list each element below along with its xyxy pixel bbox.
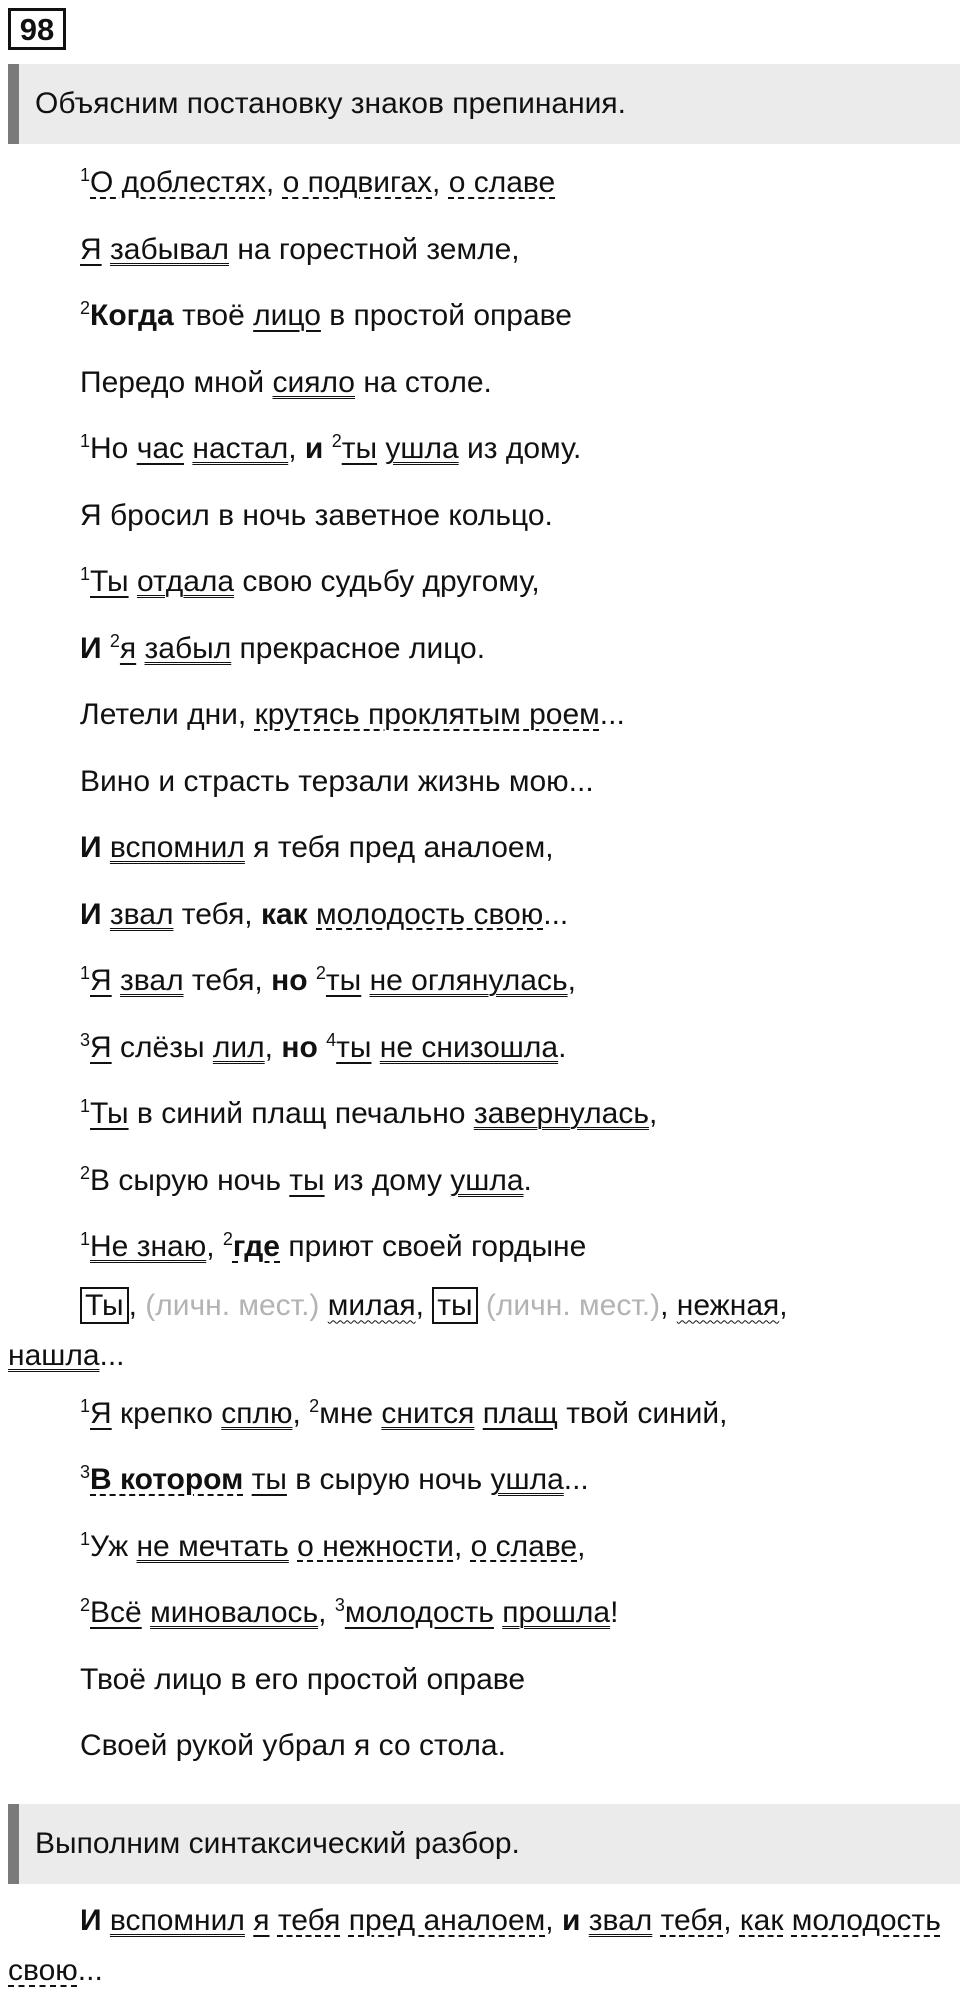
circumstance: о подвигах [282,166,433,199]
subject: Я [90,964,112,997]
subject: Всё [90,1596,142,1629]
text: крепко [111,1396,222,1430]
clause-number: 2 [80,1162,91,1183]
text [652,1904,660,1937]
text: ... [563,1463,589,1496]
text: ... [599,698,625,731]
text: , [264,1030,282,1064]
clause-number: 3 [80,1029,91,1050]
clause-number: 3 [334,1595,345,1615]
predicate: отдала [136,565,235,598]
poem-line-23 [80,1647,950,1714]
predicate: забывал [110,232,229,266]
text: , [206,1230,223,1263]
text [112,964,120,997]
predicate: не снизошла [379,1030,559,1064]
text: , [779,1288,788,1322]
predicate: завернулась [473,1097,649,1130]
address-word: ты [432,1287,477,1324]
clause-number: 2 [109,630,120,651]
text: Летели дни, [80,698,255,731]
conjunction: и [304,432,324,465]
clause-number: 1 [80,1229,91,1249]
clause-number: 2 [331,431,342,451]
clause-number: 1 [80,1395,91,1416]
subject: ты [289,1163,325,1197]
predicate: вспомнил [109,831,245,864]
text: ... [99,1338,125,1372]
text [783,1904,791,1937]
predicate: сияло [272,365,355,399]
text: , [577,1529,586,1563]
text: слёзы [111,1030,213,1064]
predicate: не мечтать [136,1529,289,1563]
text [340,1904,348,1937]
comparative-conjunction: как [739,1904,784,1937]
text [474,1397,482,1430]
text: Своей рукой убрал я со стола. [80,1729,506,1762]
poem-line-10 [80,749,950,816]
conjunction: И [80,897,102,931]
text: Твоё лицо в его простой оправе [80,1662,526,1696]
text [580,1904,588,1937]
predicate: звал [109,897,174,931]
poem-line-22 [80,1580,950,1647]
conjunctive-word: где [232,1230,280,1263]
clause-number: 1 [80,165,91,185]
clause-number: 2 [315,963,326,983]
subject: молодость [344,1596,494,1629]
object: тебя [660,1904,724,1937]
poem-line-13 [80,948,950,1015]
text: свою судьбу другому, [234,565,540,598]
text: , [292,1396,310,1430]
address-word: Ты [80,1287,129,1324]
poem-line-17 [80,1214,950,1281]
text [308,898,316,931]
text: , [128,1288,146,1322]
text: приют своей гордыне [280,1230,587,1263]
text [323,432,331,465]
text [289,1530,297,1563]
text: , [265,166,283,199]
circumstance: молодость [791,1904,941,1937]
predicate: ушла [490,1463,564,1496]
line-continuation [8,1331,950,1381]
text: прекрасное лицо. [231,631,486,665]
predicate: звал [588,1904,653,1937]
conjunction: как [260,897,308,931]
predicate: миновалось [150,1596,319,1629]
text [102,233,110,266]
poem-line-15 [80,1081,950,1148]
predicate: Не знаю [90,1230,207,1263]
poem-line-9 [80,682,950,749]
text [478,1289,486,1322]
subject: я [119,631,137,665]
text: в сырую ночь [286,1463,491,1496]
subject: Я [80,232,102,266]
attribute: милая [327,1288,416,1322]
text: на горестной земле, [229,232,520,266]
text [361,964,369,997]
clause-number: 3 [80,1462,91,1482]
conjunction: но [281,1030,318,1064]
predicate: забыл [144,631,232,665]
poem-line-11 [80,815,950,882]
text [102,1904,110,1937]
text [142,1596,150,1629]
poem-line-4 [80,350,950,417]
text: тебя, [173,897,261,931]
subject: Я [90,1030,112,1064]
text: на столе. [354,365,492,399]
poem-line-16 [80,1148,950,1215]
predicate: лил [212,1030,265,1064]
text: Я бросил в ночь заветное кольцо. [80,498,553,532]
text: ! [610,1596,619,1629]
clause-number: 1 [80,1096,91,1116]
text [318,1031,326,1064]
conjunction: И [80,631,102,665]
subject: Ты [90,565,129,598]
predicate: снится [381,1396,475,1430]
subject: я [253,1904,270,1937]
note: (личн. мест.) [145,1288,320,1322]
analysis-start [8,1904,102,1937]
text: , [318,1596,335,1629]
text: в простой оправе [320,299,572,332]
subject: плащ [482,1396,558,1430]
poem-line-5 [80,416,950,483]
text: твой синий, [557,1396,728,1430]
clause-number: 1 [80,431,91,451]
text: В сырую ночь [90,1163,290,1197]
clause-number: 4 [326,1029,337,1050]
subject: ты [325,964,362,997]
clause-number: 2 [222,1229,233,1249]
conjunction: и [561,1904,581,1937]
text: ... [543,897,569,931]
predicate: нашла [8,1338,100,1372]
poem-line-20 [80,1447,950,1514]
conjunction: И [80,1904,102,1937]
text: , [415,1288,433,1322]
text: из дому [324,1163,451,1197]
poem-line-6 [80,483,950,550]
text: в синий плащ печально [128,1097,474,1130]
text: , [453,1529,471,1563]
section-header-text: Объясним постановку знаков препинания. [35,87,627,120]
poem-line-7 [80,549,950,616]
predicate: вспомнил [109,1904,245,1937]
poem-line-19 [80,1381,950,1448]
predicate: звал [120,964,184,997]
text: Вино и страсть терзали жизнь мою... [80,764,594,798]
poem-line-21 [80,1514,950,1581]
text [136,632,144,665]
text [494,1596,502,1629]
participial-circumstance: крутясь проклятым роем [254,698,600,731]
text: , [660,1288,677,1322]
text [102,632,110,665]
poem [8,150,950,1780]
object: о нежности [297,1529,454,1563]
subject: час [136,432,185,465]
circumstance: о славе [448,166,556,199]
poem-line-12 [80,882,950,949]
text: , [648,1097,658,1130]
subject: Я [90,1396,112,1430]
text: Но [90,432,137,465]
text: , [432,166,449,199]
text [102,898,110,931]
poem-line-8 [80,616,950,683]
predicate: настал [192,432,289,465]
section-header-text: Выполним синтаксический разбор. [35,1827,520,1860]
poem-line-3 [80,283,950,350]
text: тебя, [183,964,272,997]
clause-number: 2 [80,1595,91,1615]
poem-line-24 [80,1713,950,1780]
predicate: не оглянулась [369,964,568,997]
text [102,831,110,864]
subject: лицо [253,299,321,332]
text: Уж [90,1529,137,1563]
text: , [567,964,576,997]
text: , [288,432,305,465]
conjunction: И [80,831,102,864]
text: я тебя пред аналоем, [244,831,554,864]
clause-number: 2 [309,1395,320,1416]
subject: ты [336,1030,372,1064]
object: тебя [277,1904,341,1937]
comparative-circumstance: молодость свою [316,897,544,931]
poem-line-18 [8,1281,950,1381]
poem-line-2 [80,217,950,284]
attribute: нежная [676,1288,780,1322]
subject: ты [341,432,378,465]
note: (личн. мест.) [485,1288,661,1322]
text: из дому. [458,432,582,465]
text [371,1031,379,1064]
text [245,1904,253,1937]
predicate: ушла [385,432,459,465]
poem-line-14 [80,1015,950,1082]
text [129,565,137,598]
section-header-punctuation [8,64,960,144]
object: о славе [470,1529,578,1563]
text [319,1289,327,1322]
text: . [558,1030,567,1064]
circumstance: свою [8,1954,78,1987]
text [270,1904,278,1937]
task-number: 98 [8,8,66,50]
section-header-syntax [8,1804,960,1884]
subject: Ты [90,1097,129,1130]
subject: ты [251,1463,287,1496]
text: Передо мной [80,365,273,399]
syntax-analysis [8,1896,948,1996]
conjunctive-word: В котором [90,1463,244,1496]
clause-number: 1 [80,564,91,584]
text: . [523,1163,532,1197]
text [308,964,316,997]
circumstance: О доблестях [90,166,266,199]
predicate: ушла [450,1163,524,1197]
circumstance: пред аналоем [348,1904,546,1937]
predicate: сплю [221,1396,293,1430]
clause-number: 1 [80,963,91,983]
text: твоё [173,299,254,332]
text: ... [77,1954,103,1987]
text: , [723,1904,740,1937]
conjunction: но [271,964,308,997]
poem-line-1 [80,150,950,217]
text [243,1463,251,1496]
text: мне [319,1396,382,1430]
clause-number: 1 [80,1528,91,1549]
predicate: прошла [502,1596,611,1629]
conjunction: Когда [90,299,174,332]
clause-number: 2 [80,298,91,318]
text: , [545,1904,562,1937]
